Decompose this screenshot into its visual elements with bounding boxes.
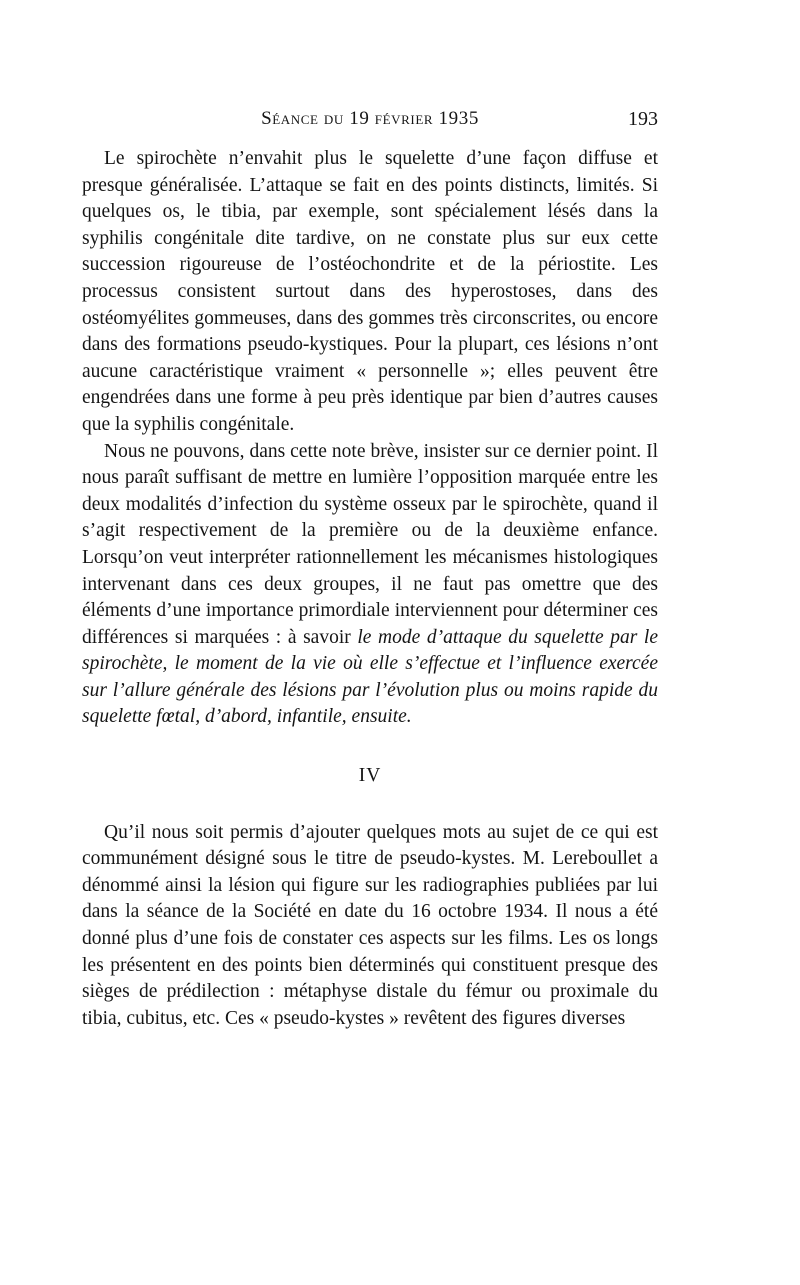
paragraph-2-italic: le mode d’attaque du squelette par le spirochète, le moment de la vie où elle s’effectue et l’influence exercée sur l’allure générale des lésions par l’évolution plus ou moins rapide du squelette fœtal, d’abord, infantile, ensuite. xyxy=(82,626,658,728)
paragraph-1: Le spirochète n’envahit plus le squelette d’une façon diffuse et presque généralisée. L’attaque se fait en des points distincts, limités. Si quelques os, le tibia, par exemple, sont spécialement lésés dans la syphilis congénitale dite tardive, on ne constate plus sur eux cette succession rigoureuse de l’ostéochondrite et de la périostite. Les processus consistent surtout dans des hyperostoses, dans des ostéomyélites gommeuses, dans des gommes très circonscrites, ou encore dans des formations pseudo-kystiques. Pour la plupart, ces lésions n’ont aucune caractéristique vraiment « personnelle »; elles peuvent être engendrées dans une forme à peu près identique par bien d’autres causes que la syphilis congénitale. xyxy=(82,148,658,435)
body-text xyxy=(82,146,658,1032)
paragraph-3: Qu’il nous soit permis d’ajouter quelques mots au sujet de ce qui est communément désigné sous le titre de pseudo-kystes. M. Lereboullet a dénommé ainsi la lésion qui figure sur les radiographies publiées par lui dans la séance de la Société en date du 16 octobre 1934. Il nous a été donné plus d’une fois de constater ces aspects sur les films. Les os longs les présentent en des points bien déterminés qui constituent presque des sièges de prédilection : métaphyse distale du fémur ou proximale du tibia, cubitus, etc. Ces « pseudo-kystes » revêtent des figures diverses xyxy=(82,821,658,1029)
page-header xyxy=(82,108,658,138)
page-number: 193 xyxy=(628,108,658,130)
paragraph-2 xyxy=(82,439,658,732)
paragraph-2-text: Nous ne pouvons, dans cette note brève, insister sur ce dernier point. Il nous paraît suffisant de mettre en lumière l’opposition marquée entre les deux modalités d’infection du système osseux par le spirochète, quand il s’agit respectivement de la première ou de la deuxième enfance. Lorsqu’on veut interpréter rationnellement les mécanismes histologiques intervenant dans ces deux groupes, il ne faut pas omettre que des éléments d’une importance primordiale interviennent pour déterminer ces différences si marquées : à savoir xyxy=(82,440,658,648)
running-head: Séance du 19 février 1935 xyxy=(261,108,479,129)
section-heading: IV xyxy=(358,765,382,787)
